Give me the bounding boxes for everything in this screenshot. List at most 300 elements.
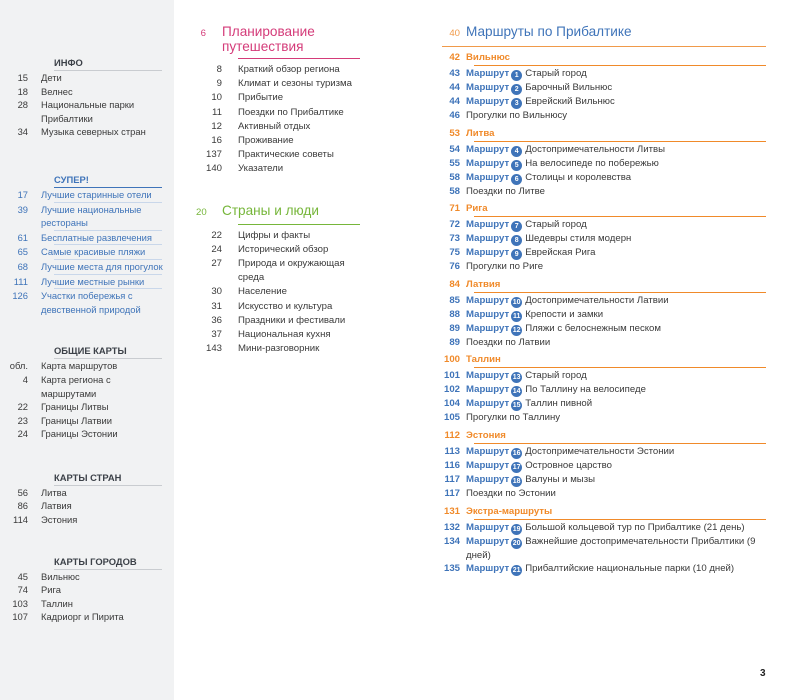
sidebar [0,0,174,700]
route-entry[interactable] [434,218,766,232]
entry-page-number: 117 [444,473,460,485]
route-entry[interactable] [434,67,766,81]
route-number-badge: 20 [512,539,521,547]
toc-entry[interactable] [196,134,366,148]
entry-title: Поездки по Латвии [466,336,551,348]
entry-page-number: 24 [17,428,28,440]
divider [474,443,766,444]
entry-page-number: 16 [211,135,222,147]
sidebar-entry[interactable] [0,427,174,441]
entry-title: Прогулки по Таллину [466,412,561,424]
route-entry[interactable] [434,95,766,109]
entry-page-number: 28 [17,99,28,111]
entry-title: Островное царство [525,459,612,471]
entry-text [466,445,766,459]
sidebar-super-list [0,188,174,316]
entry-page-number: 101 [443,370,460,382]
entry-title: Карта маршрутов [41,360,118,372]
route-number-badge: 11 [512,312,521,320]
section-title: Рига [466,203,488,215]
entry-title: Большой кольцевой тур по Прибалтике (21 день) [525,521,745,533]
entry-page-number: 23 [17,414,28,426]
route-label: Маршрут [466,459,510,471]
route-entry[interactable] [434,157,766,171]
entry-title: Старый город [525,68,587,79]
toc-entry[interactable] [196,148,366,162]
route-label: Маршрут [466,143,510,155]
entry-page-number: 44 [449,82,460,93]
entry-page-number: 12 [211,120,222,132]
entry-page-number: 54 [449,143,460,155]
route-entry[interactable] [434,397,766,411]
entry-text [466,67,766,81]
entry-page-number: 36 [211,314,222,326]
entry-title: Границы Литвы [41,401,109,413]
route-entry[interactable] [434,308,766,322]
entry-text [466,322,766,336]
entry-page-number: 39 [17,203,28,215]
entry-page-number: 58 [449,171,460,183]
entry-title: Прогулки по Риге [466,261,544,273]
entry-title: Цифры и факты [238,229,311,241]
route-label: Маршрут [466,82,510,93]
entry-text [466,562,766,576]
route-entry[interactable] [434,246,766,260]
route-label: Маршрут [466,398,510,410]
entry-title: Участки побережья с девственной природой [41,290,141,315]
entry-text [466,260,766,274]
divider [474,216,766,217]
entry-title: Проживание [238,135,294,147]
route-number-badge: 15 [512,402,521,410]
routes-page-number: 40 [449,28,460,39]
entry-page-number: 102 [443,384,460,396]
entry-title: Искусство и культура [238,300,333,312]
entry-title: Еврейская Рига [525,247,596,259]
entry-text [466,232,766,246]
route-entry[interactable] [434,294,766,308]
route-label: Маршрут [466,157,510,169]
route-entry[interactable] [434,445,766,459]
section-page-number: 84 [449,278,460,290]
entry-page-number: 68 [17,260,28,272]
sidebar-general-maps-title: ОБЩИЕ КАРТЫ [54,345,127,357]
sidebar-super-section [0,173,174,316]
divider [474,519,766,520]
route-number-badge: 2 [511,84,522,95]
divider [442,46,766,47]
divider [474,141,766,142]
entry-page-number: 65 [17,246,28,258]
entry-page-number: 27 [211,258,222,270]
entry-page-number: 134 [443,535,460,547]
entry-text [466,411,766,425]
entry-title: Климат и сезоны туризма [238,78,352,90]
route-number-badge: 5 [511,160,522,171]
sidebar-entry[interactable] [0,414,174,428]
entry-page-number: 58 [449,185,460,197]
sidebar-country-maps-section [0,471,174,527]
sidebar-entry[interactable] [0,71,174,85]
sidebar-entry[interactable] [0,570,174,584]
sidebar-entry[interactable] [0,275,174,289]
route-number-badge: 16 [512,449,521,457]
entry-text [466,473,766,487]
sidebar-entry[interactable] [0,486,174,500]
entry-page-number: 135 [443,563,460,575]
toc-entry[interactable] [196,243,366,257]
entry-page-number: 55 [449,157,460,169]
entry-title: Музыка северных стран [41,126,146,138]
entry-title: Национальные парки Прибалтики [41,99,135,124]
entry-page-number: 24 [211,243,222,255]
route-label: Маршрут [466,445,510,457]
route-label: Маршрут [466,473,510,485]
route-section [434,429,766,501]
sidebar-country-maps-list [0,486,174,527]
section-page-number: 100 [443,354,460,366]
entry-text [466,336,766,350]
route-label: Маршрут [466,219,510,231]
entry-text [466,143,766,157]
entry-page-number: 56 [17,486,28,498]
entry-page-number: 104 [443,398,460,410]
route-number-badge: 10 [512,298,521,306]
sidebar-entry[interactable] [0,188,174,202]
sidebar-entry[interactable] [0,583,174,597]
sidebar-entry[interactable] [0,85,174,99]
entry-text [466,459,766,473]
route-label: Маршрут [466,521,510,533]
entry-page-number: 137 [205,149,222,161]
countries-heading[interactable] [196,203,366,218]
entry-title: Шедевры стиля модерн [525,233,632,245]
section-page-number: 71 [449,203,460,215]
entry-page-number: 140 [205,163,222,175]
sidebar-info-title: ИНФО [54,57,83,68]
route-entry[interactable] [434,535,766,563]
sidebar-entry[interactable] [0,260,174,274]
entry-page-number: 10 [211,92,222,104]
section-title: Эстония [466,429,506,441]
entry-page-number: 18 [17,85,28,97]
route-number-badge: 21 [512,567,521,575]
entry-title: Бесплатные развлечения [41,231,152,243]
entry-page-number: 76 [449,261,460,273]
route-number-badge: 6 [511,174,522,185]
routes-title: Маршруты по Прибалтике [466,24,632,39]
entry-title: Литва [41,486,67,498]
route-entry[interactable] [434,109,766,123]
sidebar-entry[interactable] [0,203,174,230]
divider [474,367,766,368]
entry-title: Исторический обзор [238,243,329,255]
divider [474,65,766,66]
entry-text [466,246,766,260]
route-number-badge: 4 [511,146,522,157]
sidebar-general-maps-section [0,344,174,441]
route-section-heading[interactable] [434,353,766,367]
sidebar-info-section [0,56,174,139]
entry-page-number: 116 [444,459,460,471]
entry-page-number: 89 [449,336,460,348]
entry-page-number: 22 [211,229,222,241]
entry-title: Барочный Вильнюс [525,82,613,93]
entry-text [466,157,766,171]
toc-entry[interactable] [196,314,366,328]
entry-text [466,521,766,535]
entry-title: Достопримечательности Латвии [525,294,669,306]
entry-page-number: 61 [17,231,28,243]
toc-entry[interactable] [196,328,366,342]
route-entry[interactable] [434,232,766,246]
entry-title: Население [238,286,288,298]
sidebar-country-maps-title: КАРТЫ СТРАН [54,471,122,483]
entry-page-number: 117 [444,487,460,499]
route-entry[interactable] [434,562,766,576]
entry-title: Дети [41,72,62,83]
route-number-badge: 8 [511,235,522,246]
entry-page-number: 88 [449,308,460,320]
toc-entry[interactable] [196,63,366,77]
sidebar-info-list [0,71,174,139]
route-entry[interactable] [434,459,766,473]
entry-page-number: 44 [449,96,460,107]
entry-title: Лучшие национальные рестораны [41,203,142,229]
entry-text [466,369,766,383]
planning-heading[interactable] [196,24,366,54]
entry-page-number: 8 [216,64,222,75]
route-label: Маршрут [466,563,510,575]
entry-title: Старый город [525,370,587,382]
route-entry[interactable] [434,369,766,383]
entry-title: Краткий обзор региона [238,64,340,75]
entry-page-number: 17 [17,188,28,200]
planning-page-number: 6 [200,28,206,39]
sidebar-city-maps-list [0,570,174,624]
entry-page-number: 34 [17,126,28,138]
entry-page-number: 86 [17,500,28,512]
entry-title: Велнес [41,85,73,97]
entry-title: Границы Латвии [41,414,113,426]
sidebar-entry[interactable] [0,289,174,316]
route-entry[interactable] [434,521,766,535]
countries-page-number: 20 [196,206,207,218]
route-entry[interactable] [434,143,766,157]
sidebar-entry[interactable] [0,231,174,245]
entry-title: Таллин [41,597,73,609]
section-title: Экстра-маршруты [466,505,553,517]
route-entry[interactable] [434,473,766,487]
route-entry[interactable] [434,336,766,350]
entry-text [466,95,766,109]
sidebar-entry[interactable] [0,98,174,125]
route-section [434,127,766,199]
entry-page-number: 73 [449,233,460,245]
entry-page-number: 45 [17,570,28,582]
middle-column [196,24,366,356]
entry-page-number: 43 [449,68,460,79]
route-section-heading[interactable] [434,127,766,141]
entry-page-number: 74 [17,584,28,596]
entry-page-number: 4 [22,373,28,385]
route-label: Маршрут [466,535,510,547]
toc-entry[interactable] [196,162,366,176]
planning-list [196,63,366,177]
route-section-heading[interactable] [434,51,766,65]
route-entry[interactable] [434,322,766,336]
route-entry[interactable] [434,487,766,501]
entry-title: Прогулки по Вильнюсу [466,110,568,121]
toc-entry[interactable] [196,106,366,120]
toc-entry[interactable] [196,120,366,134]
route-label: Маршрут [466,68,510,79]
sidebar-entry[interactable] [0,597,174,611]
entry-page-number: 113 [444,445,460,457]
sidebar-super-title: СУПЕР! [54,173,89,185]
route-number-badge: 3 [511,98,522,109]
route-entry[interactable] [434,171,766,185]
entry-page-number: 75 [449,247,460,259]
entry-text [466,218,766,232]
toc-entry[interactable] [196,77,366,91]
entry-text [466,294,766,308]
section-title: Таллин [466,354,501,366]
entry-page-number: 105 [443,412,460,424]
section-page-number: 42 [449,52,460,63]
sidebar-general-maps-list [0,359,174,441]
sidebar-entry[interactable] [0,245,174,259]
route-entry[interactable] [434,411,766,425]
route-number-badge: 9 [511,249,522,260]
entry-text [466,109,766,123]
entry-text [466,487,766,501]
route-label: Маршрут [466,247,510,259]
sidebar-entry[interactable] [0,513,174,527]
section-title: Литва [466,127,495,139]
entry-text [466,171,766,185]
route-label: Маршрут [466,370,510,382]
toc-entry[interactable] [196,300,366,314]
route-number-badge: 1 [511,70,522,81]
toc-entry[interactable] [196,229,366,243]
entry-page-number: 30 [211,286,222,298]
routes-heading[interactable] [434,24,766,46]
entry-page-number: 46 [449,110,460,121]
route-section-heading[interactable] [434,429,766,443]
entry-text [466,397,766,411]
route-entry[interactable] [434,81,766,95]
entry-title: Лучшие местные рынки [41,275,145,287]
entry-title: Указатели [238,163,284,175]
entry-page-number: 89 [449,322,460,334]
entry-title: Самые красивые пляжи [41,246,146,258]
entry-title: Еврейский Вильнюс [525,96,615,107]
entry-title: Достопримечательности Литвы [525,143,665,155]
sidebar-entry[interactable] [0,373,174,400]
toc-entry[interactable] [196,342,366,356]
sidebar-entry[interactable] [0,125,174,139]
entry-title: Поездки по Прибалтике [238,106,344,118]
entry-title: Границы Эстонии [41,428,118,440]
entry-title: Важнейшие достопримечательности Прибалтики (9 дней) [466,535,756,561]
entry-text [466,185,766,199]
entry-page-number: 22 [17,401,28,413]
route-number-badge: 17 [512,463,521,471]
route-entry[interactable] [434,260,766,274]
sidebar-entry[interactable] [0,610,174,624]
countries-list [196,229,366,357]
divider [238,58,360,59]
section-page-number: 112 [444,429,460,441]
sidebar-city-maps-section [0,555,174,624]
entry-page-number: 126 [12,290,28,302]
entry-page-number: 72 [449,219,460,231]
entry-title: Поездки по Эстонии [466,487,556,499]
entry-title: Прибалтийские национальные парки (10 дней) [525,563,735,575]
entry-page-number: 37 [211,329,222,341]
entry-page-number: 111 [13,275,28,287]
route-number-badge: 13 [512,374,521,382]
entry-title: Старый город [525,219,587,231]
sidebar-entry[interactable] [0,400,174,414]
entry-title: Эстония [41,514,78,526]
sidebar-entry[interactable] [0,359,174,373]
route-label: Маршрут [466,96,510,107]
toc-entry[interactable] [196,91,366,105]
route-entry[interactable] [434,383,766,397]
entry-title: Латвия [41,500,72,512]
entry-page-number: 11 [212,106,222,118]
route-section [434,353,766,425]
sidebar-city-maps-title: КАРТЫ ГОРОДОВ [54,555,137,567]
section-title: Латвия [466,278,501,290]
entry-title: Кадриорг и Пирита [41,611,124,623]
route-section [434,505,766,577]
section-title: Вильнюс [466,52,511,63]
sidebar-entry[interactable] [0,499,174,513]
entry-page-number: 103 [12,597,28,609]
entry-title: Крепости и замки [525,308,604,320]
entry-page-number: 9 [216,78,222,90]
entry-title: Природа и окружающая среда [238,258,345,284]
route-section-heading[interactable] [434,505,766,519]
route-section-heading[interactable] [434,202,766,216]
route-section [434,278,766,350]
entry-title: Лучшие места для прогулок [41,260,163,272]
entry-title: Вильнюс [41,570,80,582]
toc-entry[interactable] [196,257,366,285]
entry-text [466,383,766,397]
divider [474,292,766,293]
entry-title: Поездки по Литве [466,185,545,197]
section-page-number: 131 [443,505,460,517]
entry-page-number: 85 [449,294,460,306]
route-number-badge: 14 [512,388,521,396]
entry-title: Активный отдых [238,120,311,132]
page-number: 3 [760,668,766,679]
toc-entry[interactable] [196,285,366,299]
route-number-badge: 18 [512,477,521,485]
routes-column [434,24,766,576]
route-section-heading[interactable] [434,278,766,292]
route-label: Маршрут [466,233,510,245]
entry-page-number: 15 [17,72,28,83]
route-number-badge: 7 [511,221,522,232]
route-entry[interactable] [434,185,766,199]
countries-title: Страны и люди [222,202,319,218]
entry-title: Валуны и мызы [525,473,595,485]
